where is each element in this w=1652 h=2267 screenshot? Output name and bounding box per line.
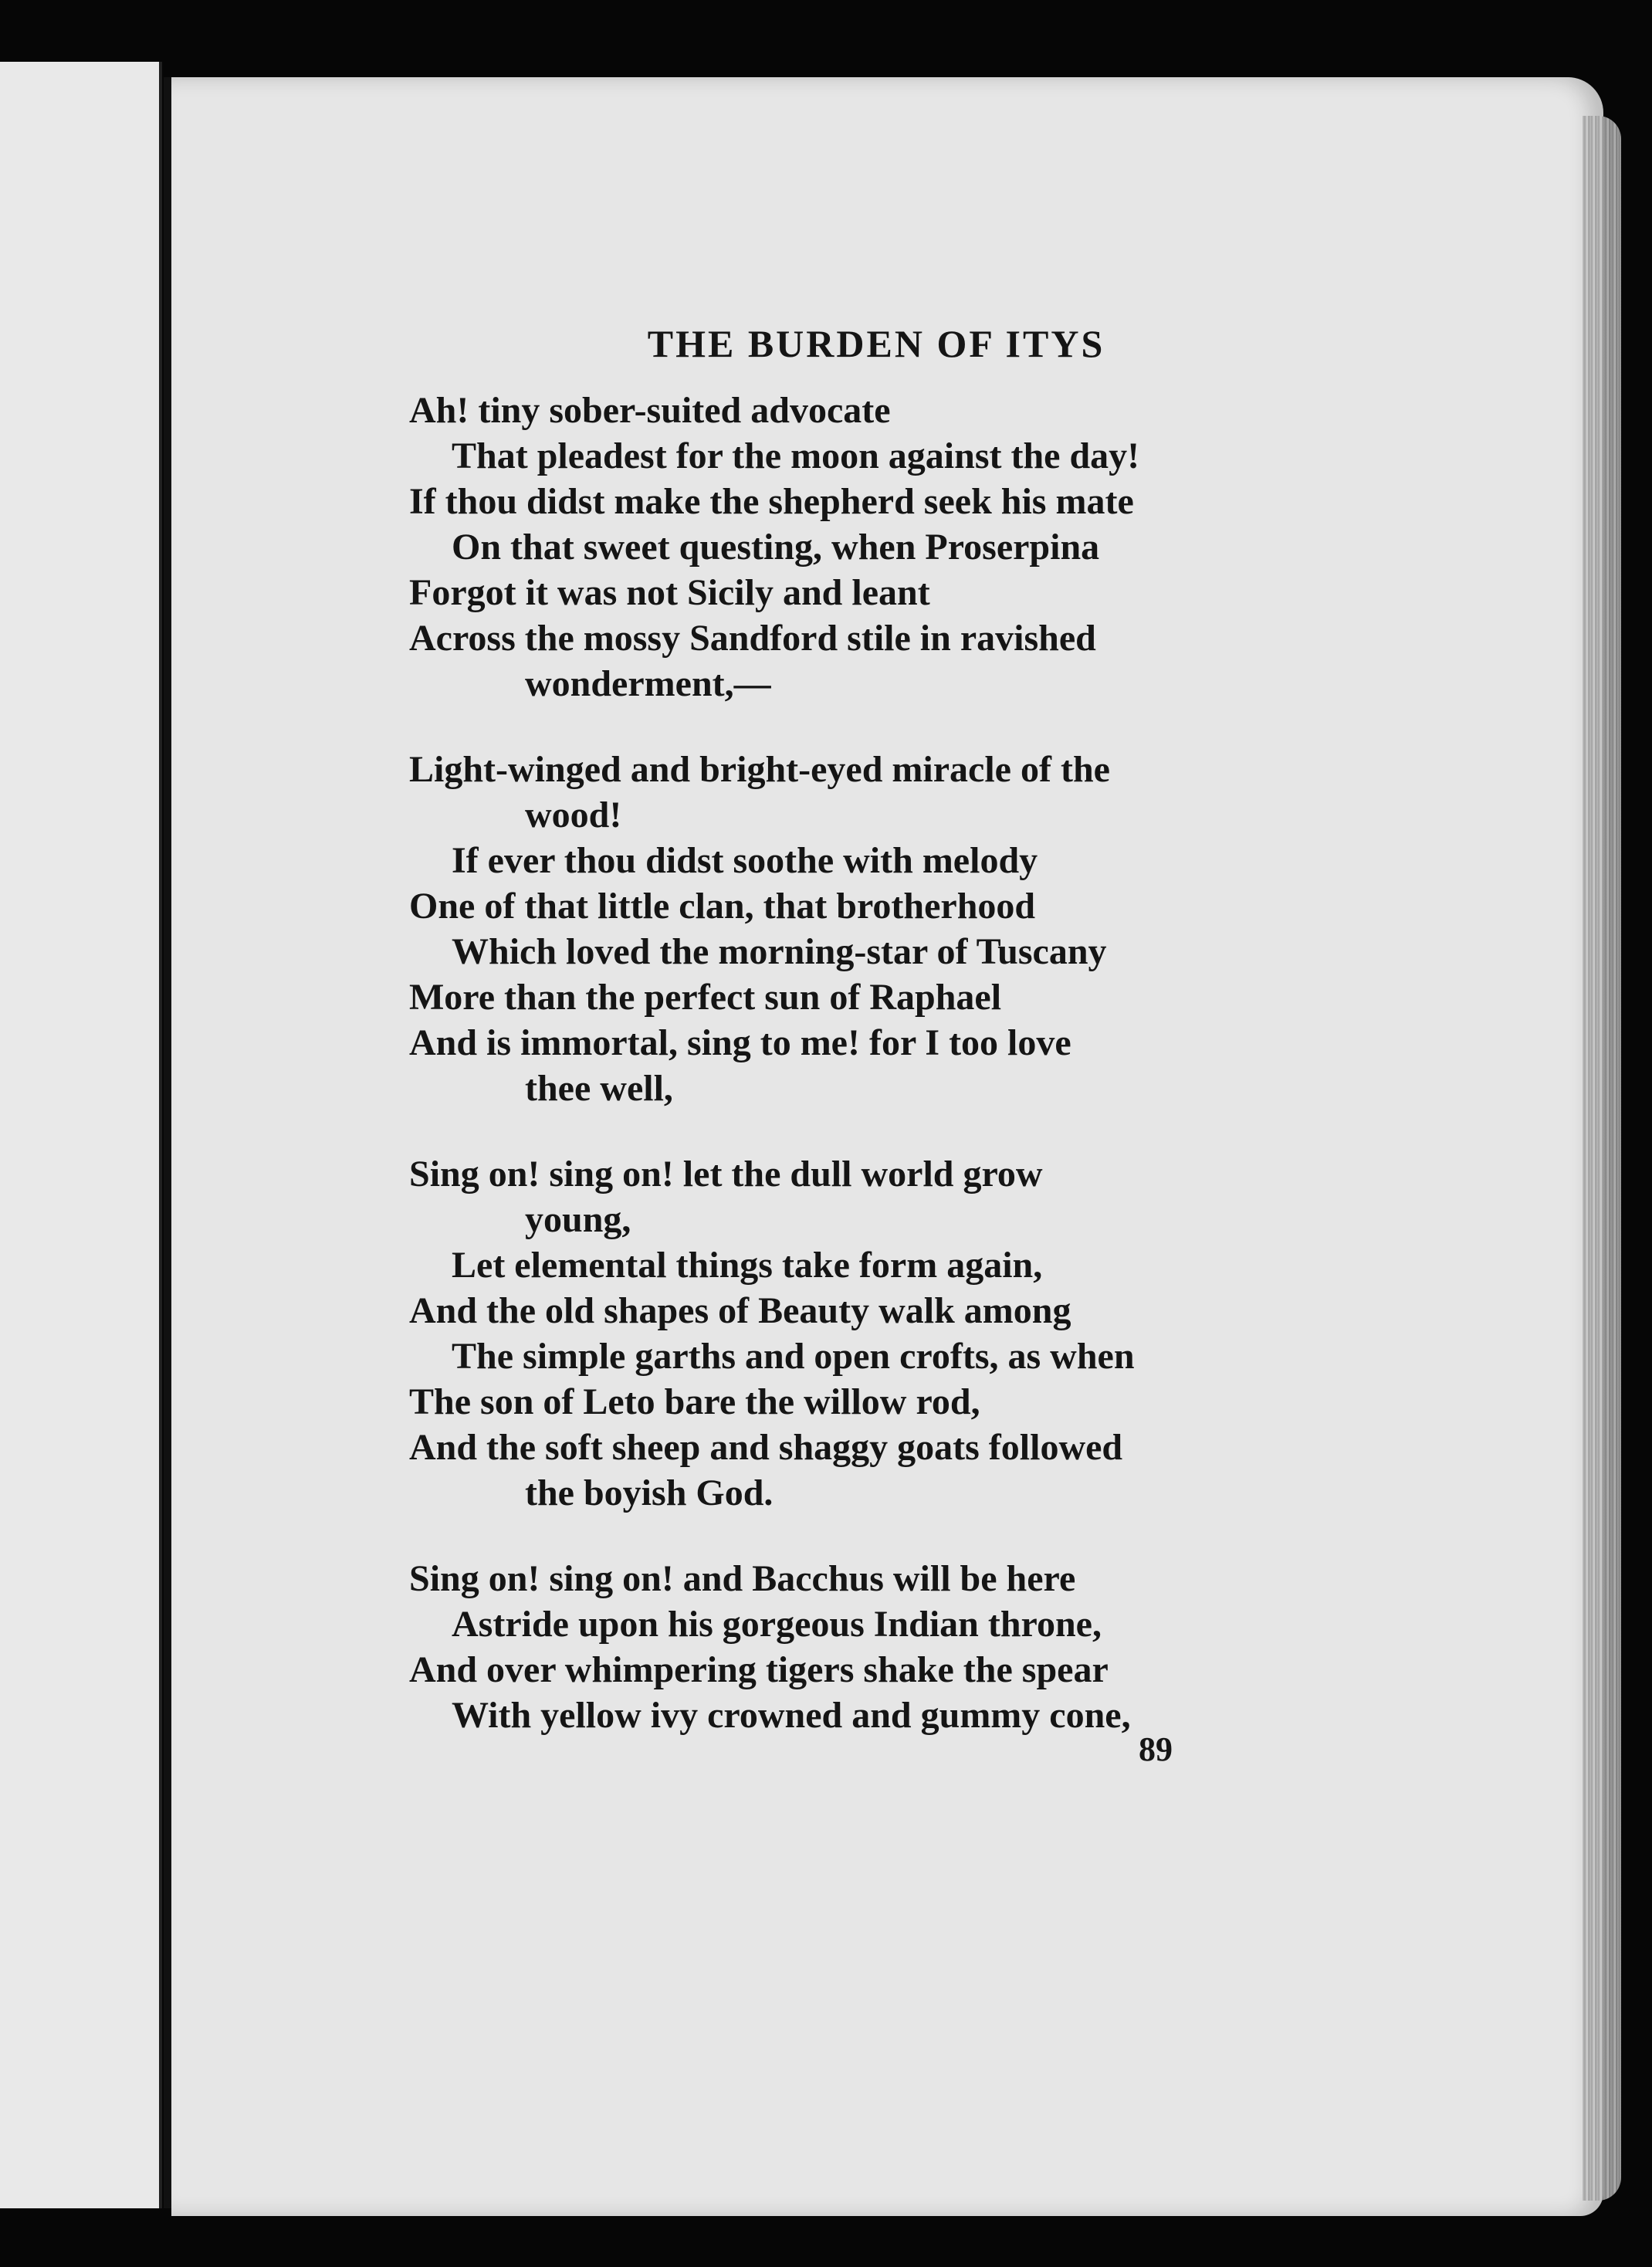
poem-line: Astride upon his gorgeous Indian throne, bbox=[452, 1604, 1102, 1645]
poem-line: And over whimpering tigers shake the spear bbox=[409, 1649, 1109, 1690]
poem-line: More than the perfect sun of Raphael bbox=[409, 977, 1002, 1018]
poem-text-block bbox=[409, 317, 1305, 1778]
poem-line: Sing on! sing on! and Bacchus will be here bbox=[409, 1558, 1076, 1599]
poem-line: And the old shapes of Beauty walk among bbox=[409, 1290, 1071, 1331]
left-page-edge bbox=[0, 62, 162, 2208]
stanza bbox=[409, 388, 1305, 707]
poem-line: wonderment,— bbox=[525, 663, 771, 704]
stanza bbox=[409, 747, 1305, 1111]
poem-line: Across the mossy Sandford stile in ravished bbox=[409, 618, 1096, 659]
poem-line: Sing on! sing on! let the dull world grow bbox=[409, 1154, 1043, 1194]
poem-line: With yellow ivy crowned and gummy cone, bbox=[452, 1695, 1131, 1736]
poem-line: the boyish God. bbox=[525, 1472, 774, 1513]
page-edges bbox=[1583, 116, 1621, 2201]
poem-title: THE BURDEN OF ITYS bbox=[647, 322, 1105, 365]
poem-line: If thou didst make the shepherd seek his mate bbox=[409, 481, 1134, 522]
poem-line: And the soft sheep and shaggy goats followed bbox=[409, 1427, 1123, 1468]
poem-line: young, bbox=[525, 1199, 631, 1240]
poem-line: One of that little clan, that brotherhood bbox=[409, 886, 1036, 927]
poem-body bbox=[409, 388, 1305, 1738]
poem-line: On that sweet questing, when Proserpina bbox=[452, 527, 1100, 568]
poem-line: The simple garths and open crofts, as when bbox=[452, 1336, 1135, 1377]
page-number: 89 bbox=[1139, 1730, 1173, 1768]
stanza bbox=[409, 1556, 1305, 1738]
poem-line: And is immortal, sing to me! for I too love bbox=[409, 1022, 1071, 1063]
poem-line: Forgot it was not Sicily and leant bbox=[409, 572, 930, 613]
poem-line: wood! bbox=[525, 795, 622, 835]
poem-line: Light-winged and bright-eyed miracle of the bbox=[409, 749, 1110, 790]
poem-line: Which loved the morning-star of Tuscany bbox=[452, 931, 1107, 972]
poem-line: thee well, bbox=[525, 1068, 673, 1109]
poem-line: Ah! tiny sober-suited advocate bbox=[409, 390, 891, 431]
poem-line: Let elemental things take form again, bbox=[452, 1245, 1043, 1286]
poem-line: If ever thou didst soothe with melody bbox=[452, 840, 1038, 881]
poem-line: That pleadest for the moon against the day! bbox=[452, 435, 1140, 476]
poem-line: The son of Leto bare the willow rod, bbox=[409, 1381, 980, 1422]
stanza bbox=[409, 1151, 1305, 1516]
book-spine bbox=[164, 77, 171, 2208]
